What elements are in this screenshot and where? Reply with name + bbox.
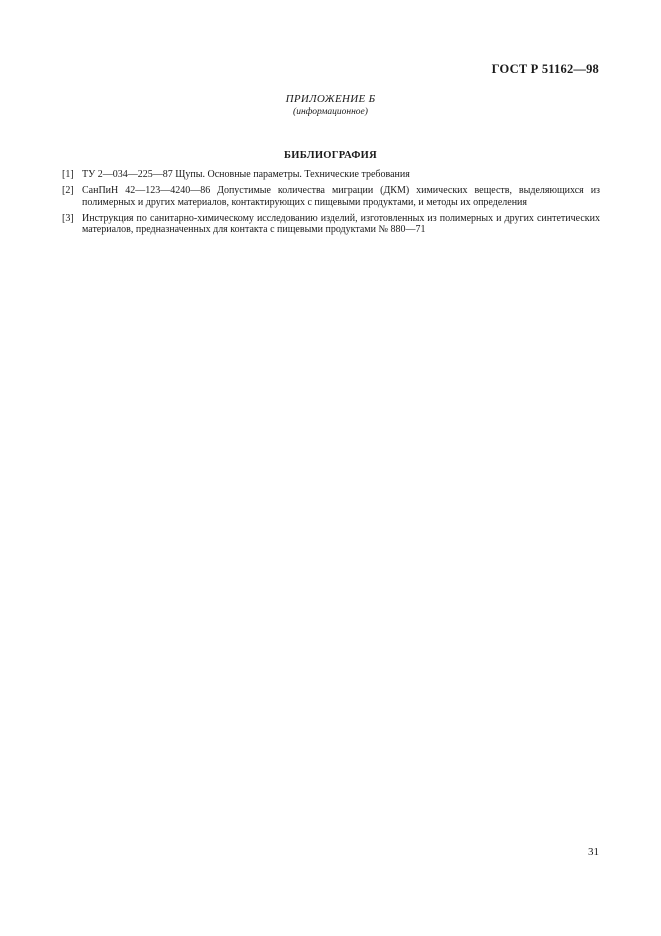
bibliography-item	[62, 169, 600, 181]
document-header-id: ГОСТ Р 51162—98	[491, 62, 599, 76]
bibliography-title: БИБЛИОГРАФИЯ	[284, 150, 377, 161]
page-number: 31	[588, 846, 599, 858]
bibliography-item-number: [3]	[62, 212, 74, 224]
bibliography-item-text: СанПиН 42—123—4240—86 Допустимые количества миграции (ДКМ) химических веществ, выделяющихся из полимерных и других материалов, контактирующих с пищевыми продуктами, и методы их определения	[82, 185, 600, 208]
bibliography-item-text: ТУ 2—034—225—87 Щупы. Основные параметры. Технические требования	[82, 169, 410, 180]
bibliography-item-number: [2]	[62, 185, 74, 196]
bibliography-item-number: [1]	[62, 169, 74, 180]
appendix-title: ПРИЛОЖЕНИЕ Б	[285, 93, 376, 105]
appendix-subtitle: (информационное)	[293, 107, 368, 117]
appendix-heading	[0, 93, 661, 118]
bibliography-item-text: Инструкция по санитарно-химическому исследованию изделий, изготовленных из полимерных и других синтетических материалов, предназначенных для контакта с пищевыми продуктами № 880—71	[82, 212, 600, 235]
bibliography-item	[62, 185, 600, 208]
bibliography-list	[62, 169, 600, 240]
bibliography-item	[62, 213, 600, 236]
